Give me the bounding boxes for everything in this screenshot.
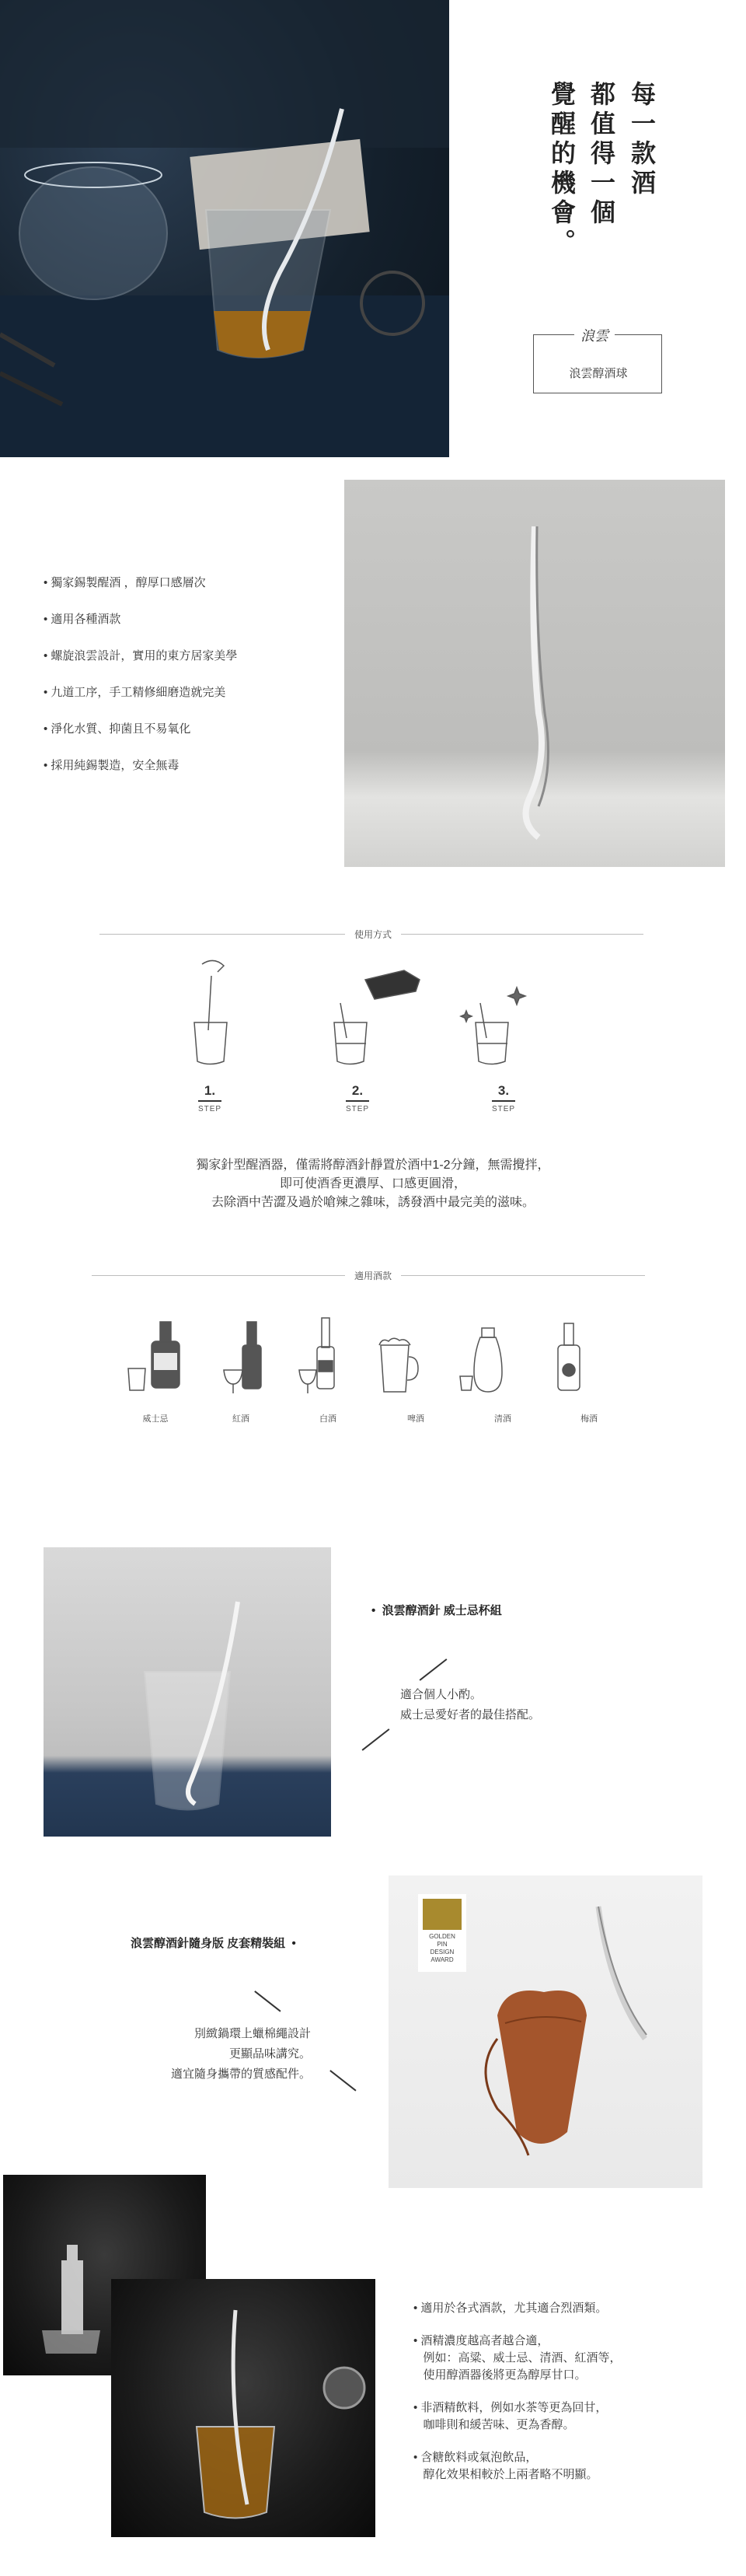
set1-title-text: 浪雲醇酒針 威士忌杯組 <box>382 1604 502 1617</box>
step-1-label: STEP <box>197 1105 222 1113</box>
product-photo <box>344 480 725 867</box>
note-item <box>413 2399 622 2434</box>
step-1-line <box>198 1100 221 1102</box>
award-icon <box>423 1899 462 1930</box>
set1-bullet: • <box>371 1604 382 1617</box>
usage-step-illustrations <box>171 956 560 1073</box>
award-text-3: DESIGN <box>430 1949 455 1956</box>
note-3-line1: 非酒精飲料，例如水茶等更為回甘， <box>420 2401 608 2414</box>
set2-title-text: 浪雲醇酒針隨身版 皮套精裝組 <box>131 1937 286 1950</box>
leather-set-photo <box>389 1875 702 2188</box>
stirring-image <box>111 2279 375 2537</box>
set2-bullet: • <box>285 1937 296 1950</box>
hero-photo <box>0 0 449 457</box>
stirring-photo <box>111 2279 375 2537</box>
suitable-title: 適用酒款 <box>345 1271 401 1281</box>
usage-description-line2: 即可使酒香更濃厚、口感更圓滑， <box>279 1177 466 1190</box>
step-3-line <box>492 1100 515 1102</box>
note-item <box>413 2449 622 2483</box>
note-2-line2: 例如：高粱、威士忌、清酒、紅酒等， <box>423 2351 622 2365</box>
note-item <box>413 2300 622 2317</box>
note-2-line3: 使用醇酒器後將更為醇厚甘口。 <box>423 2368 587 2382</box>
note-3-line2: 咖啡則和緩苦味、更為香醇。 <box>423 2418 575 2431</box>
product-name: 浪雲醇酒球 <box>569 367 628 380</box>
note-2-line1: 酒精濃度越高者越合適， <box>420 2334 549 2347</box>
feature-item: • 九道工序，手工精修細磨造就完美 <box>44 685 237 701</box>
drink-icons <box>109 1314 622 1400</box>
feature-item: • 適用各種酒款 <box>44 612 237 627</box>
drink-label-sake: 清酒 <box>494 1414 511 1424</box>
set2-slash-top <box>255 1991 281 2012</box>
feature-item: • 採用純錫製造，安全無毒 <box>44 758 237 774</box>
step-2-line <box>346 1100 369 1102</box>
step-1-number: 1. <box>204 1083 216 1098</box>
note-1-line1: 適用於各式酒款，尤其適合烈酒類。 <box>420 2302 608 2315</box>
drink-label-whisky: 威士忌 <box>142 1414 169 1424</box>
twisted-rod-image <box>344 480 725 867</box>
set2-line1: 別緻鍋環上蠟棉繩設計 <box>193 2027 311 2040</box>
headline-col1: 每一款酒 <box>627 81 657 199</box>
set2-title <box>131 1935 296 1951</box>
set1-line2: 威士忌愛好者的最佳搭配。 <box>400 1708 541 1721</box>
golden-pin-award-badge <box>418 1894 466 1972</box>
note-4-line2: 醇化效果相較於上兩者略不明顯。 <box>423 2468 598 2481</box>
usage-notes <box>413 2300 622 2483</box>
award-text-2: PIN <box>437 1941 448 1948</box>
step-3-number: 3. <box>497 1083 510 1098</box>
award-text-4: AWARD <box>431 1956 454 1963</box>
hero-illustration <box>0 0 449 457</box>
headline-col2: 都值得一個 <box>587 81 616 229</box>
step-2-label: STEP <box>345 1105 370 1113</box>
feature-item: • 獨家錫製醒酒 ，醇厚口感層次 <box>44 575 237 591</box>
set1-slash-bottom <box>362 1728 390 1750</box>
set1-title <box>371 1602 502 1618</box>
step-2-number: 2. <box>351 1083 364 1098</box>
whisky-set-photo <box>44 1547 331 1837</box>
note-item <box>413 2333 622 2384</box>
set1-slash-top <box>420 1658 448 1680</box>
drink-label-plum-wine: 梅酒 <box>580 1414 598 1424</box>
set1-line1: 適合個人小酌。 <box>400 1688 483 1701</box>
drink-label-beer: 啤酒 <box>407 1414 424 1424</box>
logo-mark: 浪雲 <box>574 325 615 345</box>
whisky-glass-image <box>44 1547 331 1837</box>
drink-label-white-wine: 白酒 <box>319 1414 336 1424</box>
award-text-1: GOLDEN <box>429 1933 455 1940</box>
step-3-label: STEP <box>491 1105 516 1113</box>
usage-title: 使用方式 <box>345 929 401 940</box>
set2-slash-bottom <box>330 2070 357 2091</box>
feature-item: • 淨化水質、抑菌且不易氧化 <box>44 722 237 737</box>
product-name-box <box>533 328 662 393</box>
usage-description-line3: 去除酒中苦澀及過於嗆辣之雜味，誘發酒中最完美的滋味。 <box>211 1196 535 1209</box>
usage-description-line1: 獨家針型醒酒器，僅需將醇酒針靜置於酒中1-2分鐘，無需攪拌， <box>196 1159 550 1172</box>
note-4-line1: 含糖飲料或氣泡飲品， <box>420 2451 538 2464</box>
feature-item: • 螺旋浪雲設計，實用的東方居家美學 <box>44 648 237 664</box>
drink-label-red-wine: 紅酒 <box>232 1414 249 1424</box>
set2-line3: 適宜隨身攜帶的質感配件。 <box>170 2067 311 2081</box>
feature-list <box>44 575 237 774</box>
set2-line2: 更顯品味講究。 <box>228 2047 311 2060</box>
headline-col3: 覺醒的機會。 <box>547 81 577 258</box>
